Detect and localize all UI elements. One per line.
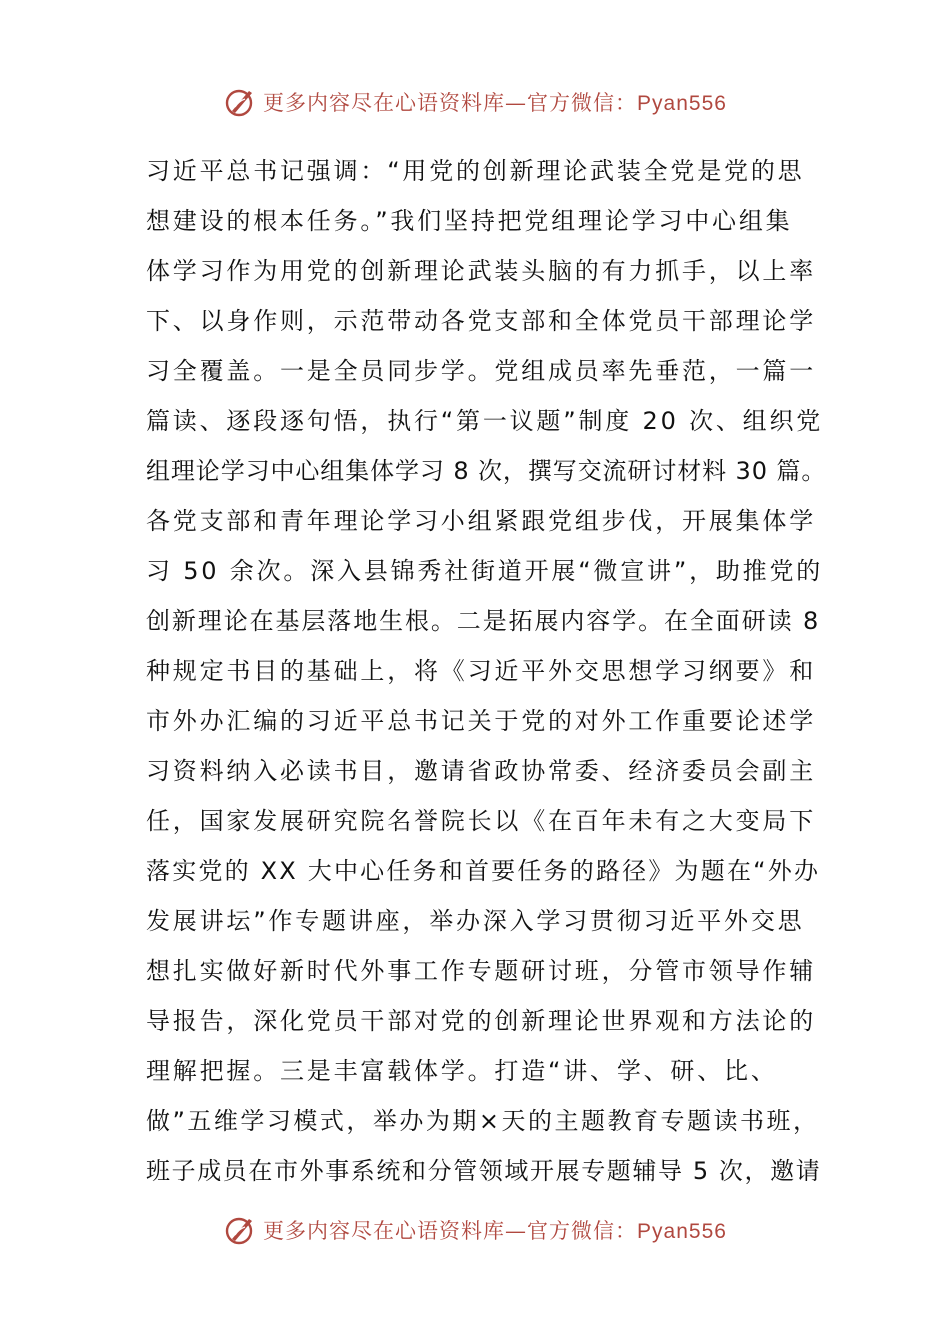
text-line: 落实党的 XX 大中心任务和首要任务的路径》为题在“外办 xyxy=(146,857,821,885)
text-line: 任，国家发展研究院名誉院长以《在百年未有之大变局下 xyxy=(146,807,816,835)
text-line: 想扎实做好新时代外事工作专题研讨班，分管市领导作辅 xyxy=(146,957,816,985)
wechat-id: Pyan556 xyxy=(637,1220,727,1243)
header-watermark-banner xyxy=(0,82,950,122)
text-line: 市外办汇编的习近平总书记关于党的对外工作重要论述学 xyxy=(146,707,816,735)
text-line: 理解把握。三是丰富载体学。打造“讲、学、研、比、 xyxy=(146,1057,778,1085)
text-line: 做”五维学习模式，举办为期×天的主题教育专题读书班， xyxy=(146,1107,820,1135)
text-line: 习近平总书记强调：“用党的创新理论武装全党是党的思 xyxy=(146,157,805,185)
text-line: 发展讲坛”作专题讲座，举办深入学习贯彻习近平外交思 xyxy=(146,907,805,935)
footer-watermark-banner xyxy=(0,1210,950,1250)
text-line: 各党支部和青年理论学习小组紧跟党组步伐，开展集体学 xyxy=(146,507,816,535)
quill-logo-icon xyxy=(223,85,257,119)
watermark-slogan: 更多内容尽在心语资料库—官方微信： xyxy=(263,91,638,115)
text-line: 创新理论在基层落地生根。二是拓展内容学。在全面研读 8 xyxy=(146,607,821,635)
text-line: 篇读、逐段逐句悟，执行“第一议题”制度 20 次、组织党 xyxy=(146,407,824,435)
text-line: 习 50 余次。深入县锦秀社街道开展“微宣讲”，助推党的 xyxy=(146,557,824,585)
text-line: 种规定书目的基础上，将《习近平外交思想学习纲要》和 xyxy=(146,657,816,685)
text-line: 组理论学习中心组集体学习 8 次，撰写交流研讨材料 30 篇。 xyxy=(146,457,827,485)
header-watermark-text xyxy=(263,87,727,117)
document-paragraph xyxy=(146,146,826,1196)
text-line: 下、以身作则，示范带动各党支部和全体党员干部理论学 xyxy=(146,307,816,335)
text-line: 想建设的根本任务。”我们坚持把党组理论学习中心组集 xyxy=(146,207,793,235)
footer-watermark-text xyxy=(263,1215,727,1245)
quill-logo-icon xyxy=(223,1213,257,1247)
text-line: 习资料纳入必读书目，邀请省政协常委、经济委员会副主 xyxy=(146,757,816,785)
text-line: 导报告，深化党员干部对党的创新理论世界观和方法论的 xyxy=(146,1007,816,1035)
text-line: 体学习作为用党的创新理论武装头脑的有力抓手，以上率 xyxy=(146,257,816,285)
text-line: 班子成员在市外事系统和分管领域开展专题辅导 5 次，邀请 xyxy=(146,1157,822,1185)
watermark-slogan: 更多内容尽在心语资料库—官方微信： xyxy=(263,1219,638,1243)
text-line: 习全覆盖。一是全员同步学。党组成员率先垂范，一篇一 xyxy=(146,357,816,385)
wechat-id: Pyan556 xyxy=(637,92,727,115)
